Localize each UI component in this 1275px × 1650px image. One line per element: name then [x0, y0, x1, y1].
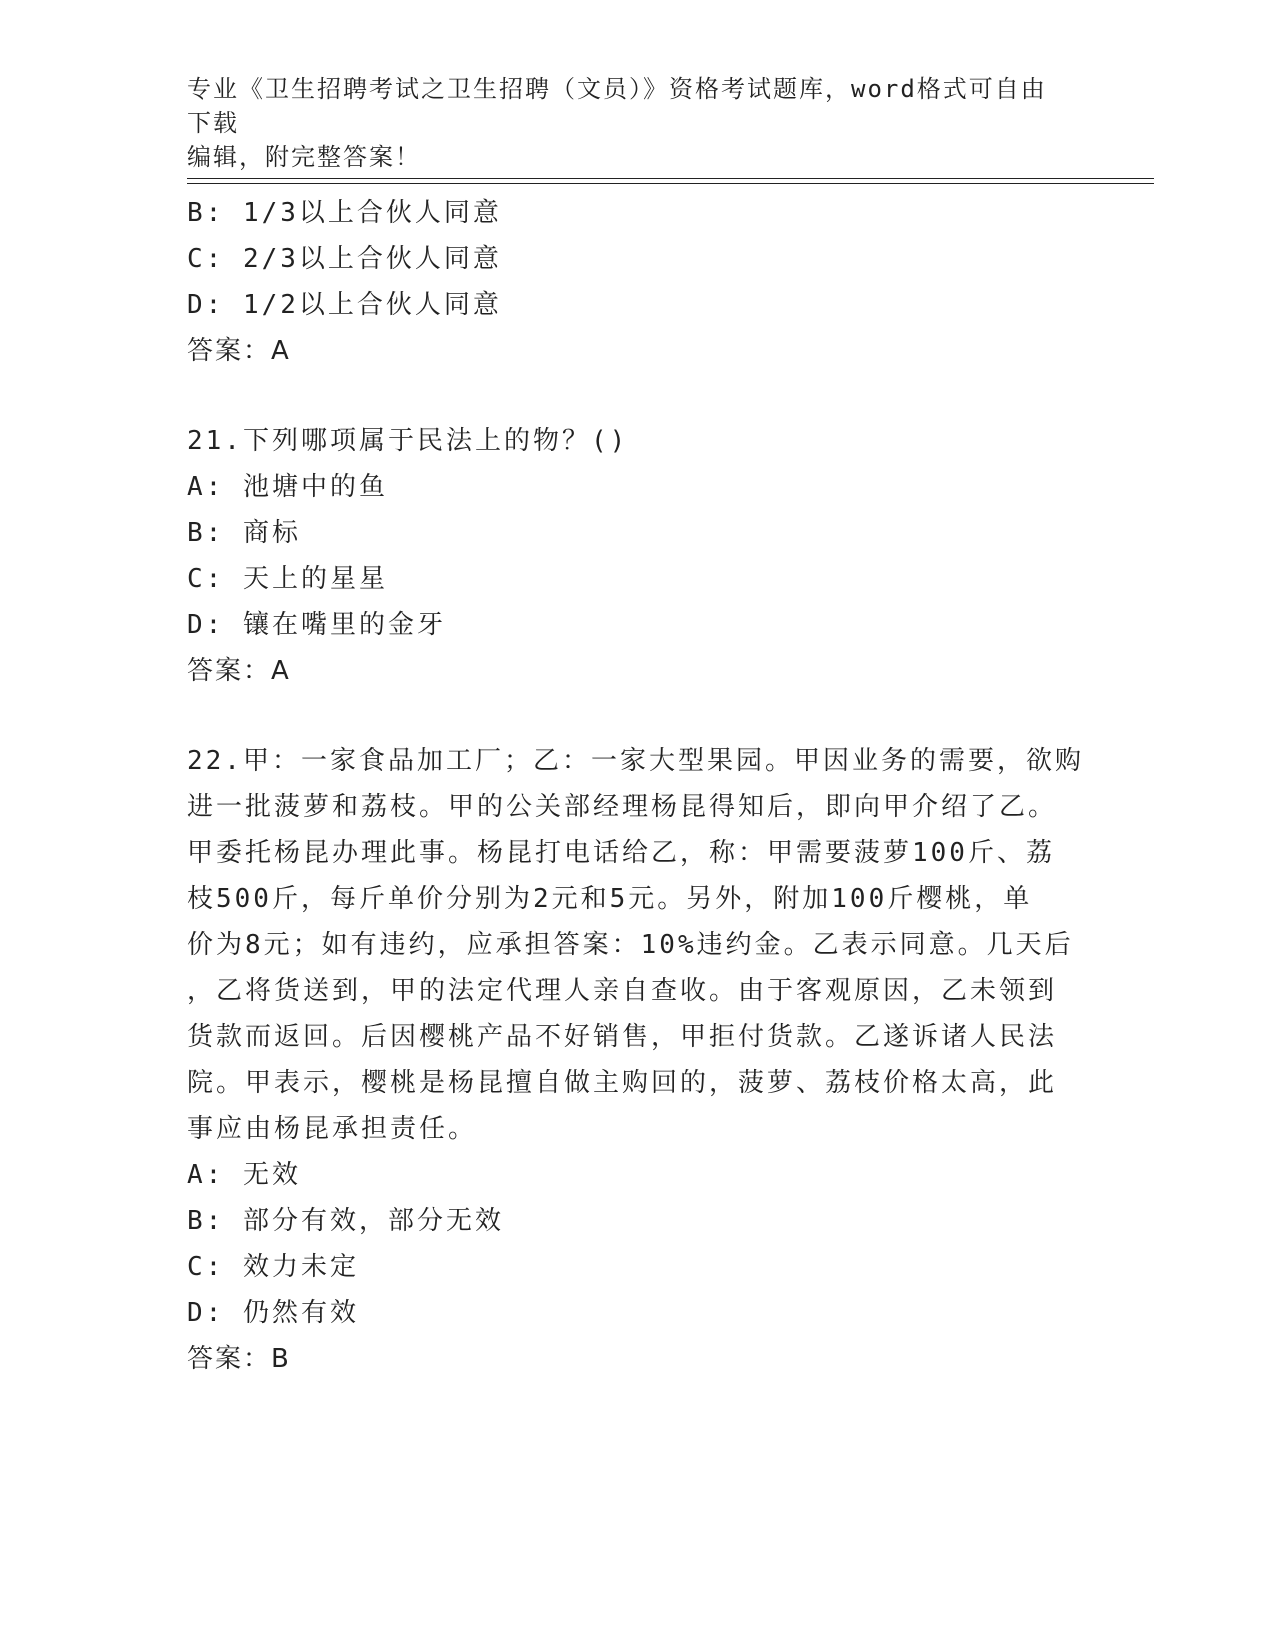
- option-b: B: 部分有效，部分无效: [187, 1206, 504, 1236]
- option-d: D: 1/2以上合伙人同意: [187, 290, 502, 320]
- option-c: C: 效力未定: [187, 1252, 359, 1282]
- previous-question-block: [187, 190, 1087, 374]
- question-stem-line: 甲委托杨昆办理此事。杨昆打电话给乙，称：甲需要菠萝100斤、荔: [187, 838, 1055, 868]
- answer-line: 答案：A: [187, 656, 291, 686]
- question-stem-line: ，乙将货送到，甲的法定代理人亲自查收。由于客观原因，乙未领到: [187, 976, 1058, 1006]
- question-stem-line: 进一批菠萝和荔枝。甲的公关部经理杨昆得知后，即向甲介绍了乙。: [187, 792, 1058, 822]
- option-a: A: 池塘中的鱼: [187, 472, 388, 502]
- option-a: A: 无效: [187, 1160, 301, 1190]
- question-stem-line: 22.甲：一家食品加工厂；乙：一家大型果园。甲因业务的需要，欲购: [187, 746, 1084, 776]
- question-stem-line: 事应由杨昆承担责任。: [187, 1114, 478, 1144]
- option-c: C: 2/3以上合伙人同意: [187, 244, 502, 274]
- answer-line: 答案：B: [187, 1344, 291, 1374]
- spacer: [187, 374, 1087, 418]
- header-divider: [187, 178, 1154, 179]
- question-stem-line: 货款而返回。后因樱桃产品不好销售，甲拒付货款。乙遂诉诸人民法: [187, 1022, 1058, 1052]
- option-d: D: 镶在嘴里的金牙: [187, 610, 446, 640]
- question-content: [187, 190, 1087, 1382]
- question-stem-line: 价为8元；如有违约，应承担答案：10%违约金。乙表示同意。几天后: [187, 930, 1074, 960]
- question-21-block: [187, 418, 1087, 694]
- header-line-1: 专业《卫生招聘考试之卫生招聘（文员）》资格考试题库，word格式可自由下载: [187, 75, 1047, 137]
- option-d: D: 仍然有效: [187, 1298, 359, 1328]
- question-22-block: [187, 738, 1087, 1382]
- question-stem-line: 院。甲表示，樱桃是杨昆擅自做主购回的，菠萝、荔枝价格太高，此: [187, 1068, 1058, 1098]
- header-divider-lower: [187, 183, 1154, 184]
- header-line-2: 编辑，附完整答案！: [187, 143, 421, 171]
- question-stem: 21.下列哪项属于民法上的物？(): [187, 426, 629, 456]
- option-b: B: 商标: [187, 518, 301, 548]
- option-c: C: 天上的星星: [187, 564, 388, 594]
- document-header: [187, 72, 1067, 174]
- answer-line: 答案：A: [187, 336, 291, 366]
- question-stem-line: 枝500斤，每斤单价分别为2元和5元。另外，附加100斤樱桃，单: [187, 884, 1033, 914]
- spacer: [187, 694, 1087, 738]
- option-b: B: 1/3以上合伙人同意: [187, 198, 502, 228]
